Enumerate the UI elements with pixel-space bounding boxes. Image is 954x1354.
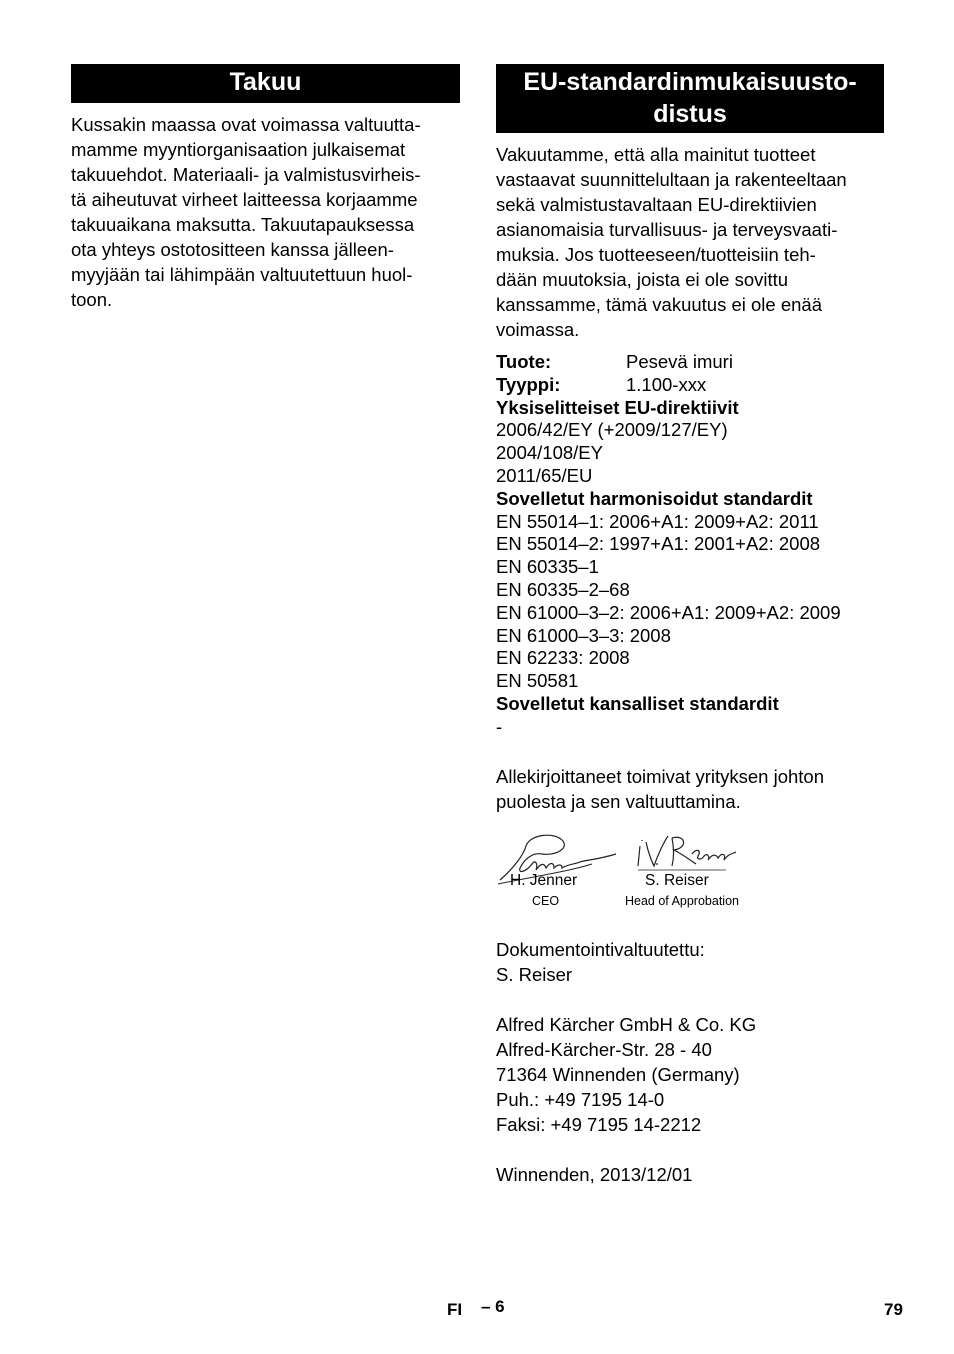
type-label: Tyyppi:	[496, 373, 561, 395]
directives-heading: Yksiselitteiset EU-direktiivit	[496, 396, 739, 418]
standard-item: EN 55014–1: 2006+A1: 2009+A2: 2011	[496, 510, 819, 532]
signature-block	[496, 824, 884, 924]
warranty-section	[71, 64, 460, 312]
warranty-heading: Takuu	[71, 64, 460, 103]
declaration-details	[496, 351, 884, 739]
national-heading: Sovelletut kansalliset standardit	[496, 692, 779, 714]
standard-item: EN 61000–3–2: 2006+A1: 2009+A2: 2009	[496, 601, 841, 623]
sub-page-number: – 6	[481, 1297, 505, 1316]
signer2-name: S. Reiser	[645, 871, 709, 889]
directive-item: 2011/65/EU	[496, 464, 593, 486]
national-value: -	[496, 715, 503, 737]
eu-declaration-section	[496, 64, 884, 1187]
eu-declaration-heading: EU-standardinmukaisuusto- distus	[496, 64, 884, 133]
company-address: Alfred Kärcher GmbH & Co. KG Alfred-Kärcher-Str. 28 - 40 71364 Winnenden (Germany) Puh.: +49 7195 14-0 Faksi: +49 7195 14-2212	[496, 1013, 757, 1135]
warranty-text: Kussakin maassa ovat voimassa valtuutta- mamme myyntiorganisaation julkaisemat takuuehdot. Materiaali- ja valmistusvirheis- tä aiheutuvat virheet laitteessa korjaamme takuuaikana maksutta. Takuutapauksessa ota yhteys ostotositteen kanssa jälleen- myyjään tai lähimpään valtuutettuun huol- toon.	[71, 114, 421, 310]
standard-item: EN 60335–2–68	[496, 578, 630, 600]
directive-item: 2004/108/EY	[496, 442, 603, 464]
language-code: FI	[447, 1300, 463, 1319]
directive-item: 2006/42/EY (+2009/127/EY)	[496, 419, 728, 441]
standard-item: EN 60335–1	[496, 556, 599, 578]
product-row	[496, 351, 884, 374]
declaration-intro: Vakuutamme, että alla mainitut tuotteet vastaavat suunnittelultaan ja rakenteeltaan sekä valmistustavaltaan EU-direktiivien asianomaisia turvallisuus- ja terveysvaati- muksia. Jos tuotteeseen/tuotteisiin teh- dään muutoksia, joista ei ole sovittu kanssamme, tämä vakuutus ei ole enää voimassa.	[496, 144, 847, 340]
signatories-text: Allekirjoittaneet toimivat yrityksen johton puolesta ja sen valtuuttamina.	[496, 765, 825, 812]
product-label: Tuote:	[496, 351, 552, 372]
type-row	[496, 374, 884, 397]
harmonised-heading: Sovelletut harmonisoidut standardit	[496, 487, 813, 509]
standard-item: EN 55014–2: 1997+A1: 2001+A2: 2008	[496, 533, 821, 555]
type-value: 1.100-xxx	[626, 373, 707, 395]
standard-item: EN 62233: 2008	[496, 647, 630, 669]
product-value: Pesevä imuri	[626, 351, 733, 372]
signer1-name: H. Jenner	[510, 871, 578, 889]
place-date: Winnenden, 2013/12/01	[496, 1163, 693, 1185]
page-number: 79	[884, 1300, 903, 1319]
standard-item: EN 50581	[496, 670, 579, 692]
documentation-contact: Dokumentointivaltuutettu: S. Reiser	[496, 938, 705, 985]
standard-item: EN 61000–3–3: 2008	[496, 624, 671, 646]
signer2-role: Head of Approbation	[625, 893, 739, 908]
signer1-role: CEO	[532, 893, 560, 908]
